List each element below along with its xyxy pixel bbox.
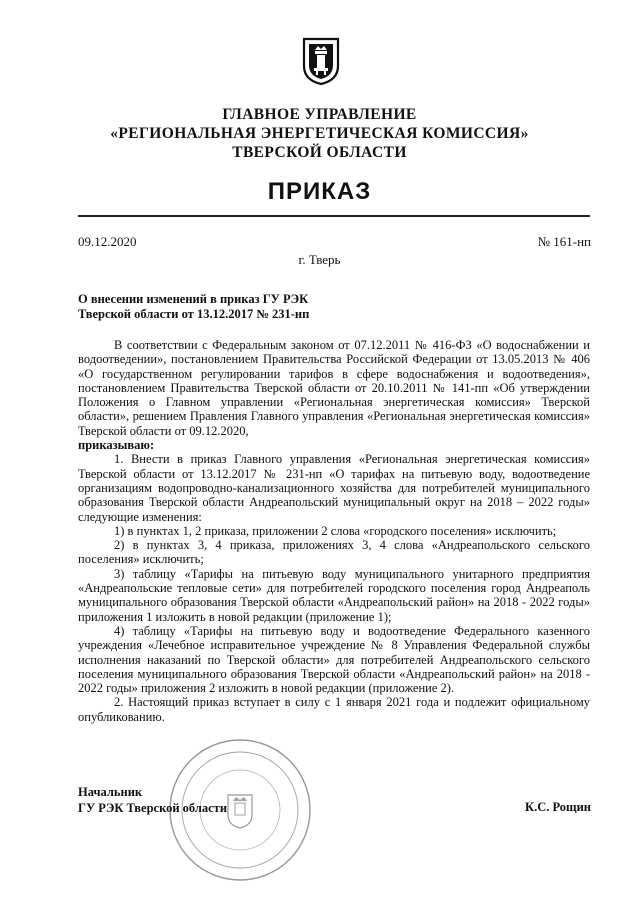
document-subject [78,292,398,322]
header-line-1: ГЛАВНОЕ УПРАВЛЕНИЕ [222,106,417,123]
header-line-2: «РЕГИОНАЛЬНАЯ ЭНЕРГЕТИЧЕСКАЯ КОМИССИЯ» [110,125,529,142]
document-body [78,338,590,724]
order-word: приказываю: [78,438,155,453]
coat-of-arms-icon [301,36,341,86]
signatory-position-line-2: ГУ РЭК Тверской области [78,801,228,815]
document-title: ПРИКАЗ [267,178,372,205]
header-divider [78,215,590,217]
document-date: 09.12.2020 [78,234,137,249]
signatory-position [78,784,227,816]
document-number: № 161-нп [537,234,591,249]
subitem-1-paragraph: 1) в пунктах 1, 2 приказа, приложении 2 слова «городского поселения» исключить; [114,523,557,538]
signatory-position-line-1: Начальник [78,785,143,799]
item-2-paragraph: 2. Настоящий приказ вступает в силу с 1 января 2021 года и подлежит официальному опубликованию. [78,695,590,724]
subitem-2-paragraph: 2) в пунктах 3, 4 приказа, приложениях 3, 4 слова «Андреапольского сельского поселения» исключить; [78,538,590,567]
subject-line-1: О внесении изменений в приказ ГУ РЭК [78,292,309,306]
subitem-3-paragraph: 3) таблицу «Тарифы на питьевую воду муниципального унитарного предприятия «Андреапольские тепловые сети» для потребителей городского поселения город Андреаполь муниципального образования Тверской области «Андреапольский район» на 2018 - 2022 годы» приложения 1 изложить в новой редакции (приложение 1); [78,566,590,624]
header-line-3: ТВЕРСКОЙ ОБЛАСТИ [232,144,407,161]
preamble-paragraph: В соответствии с Федеральным законом от 07.12.2011 № 416-ФЗ «О водоснабжении и водоотведении», постановлением Правительства Российской Федерации от 13.05.2013 № 406 «О государственном регулировании тарифов в сфере водоснабжения и водоотведения», постановлением Правительства Тверской области от 20.10.2011 № 141-пп «Об утверждении Положения о Главном управлении «Региональная энергетическая комиссия» Тверской области», решением Правления Главного управления «Региональная энергетическая комиссия» Тверской области от 09.12.2020, [78,338,590,438]
item-1-paragraph: 1. Внести в приказ Главного управления «Региональная энергетическая комиссия» Тверской области от 13.12.2017 № 231-нп «О тарифах на питьевую воду, водоотведение организациям водопроводно-канализационного хозяйства для потребителей муниципального образования Тверской области Андреапольский муниципальный округ на 2018 – 2022 годы» следующие изменения: [78,452,590,524]
signatory-name: К.С. Рощин [525,800,591,814]
document-city: г. Тверь [298,252,341,267]
subitem-4-paragraph: 4) таблицу «Тарифы на питьевую воду и водоотведение Федерального казенного учреждения «Лечебное исправительное учреждение № 8 Управления Федеральной службы исполнения наказаний по Тверской области» для потребителей Андреапольского сельского поселения муниципального образования Тверской области «Андреапольский район» на 2018 - 2022 годы» приложения 2 изложить в новой редакции (приложение 2). [78,623,590,696]
subject-line-2: Тверской области от 13.12.2017 № 231-нп [78,307,310,321]
